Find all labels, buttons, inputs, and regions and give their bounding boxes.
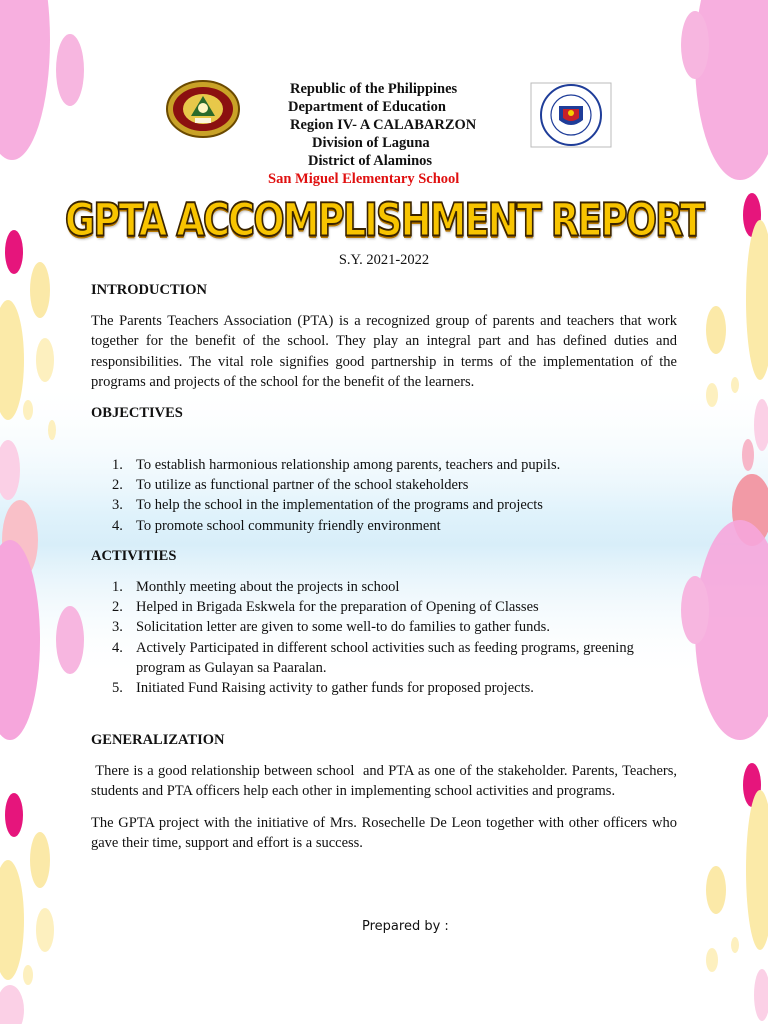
list-item: 1. Monthly meeting about the projects in school [112,579,400,595]
objectives-heading: OBJECTIVES [91,405,183,422]
prepared-by-label: Prepared by : [362,919,449,934]
deped-seal-logo [530,82,612,148]
list-item: 4. Actively Participated in different school activities such as feeding programs, greening program as Gulayan sa Paaralan. [112,639,634,676]
agency-header [240,80,530,188]
list-item: 5. Initiated Fund Raising activity to gather funds for proposed projects. [112,680,534,697]
list-item: 3. Solicitation letter are given to some well-to do families to gather funds. [112,619,550,636]
generalization-paragraph-1: There is a good relationship between school and PTA as one of the stakeholder. Parents, Teachers, students and PTA officers help each other in implementing school activities and programs. [91,763,681,800]
report-title: GPTA ACCOMPLISHMENT REPORT [64,194,704,247]
header-division: Division of Laguna [312,135,430,151]
header-district: District of Alaminos [308,153,433,169]
generalization-heading: GENERALIZATION [91,732,225,748]
introduction-heading: INTRODUCTION [91,282,208,298]
objectives-list [112,455,678,536]
header-republic: Republic of the Philippines [290,81,458,97]
list-item: 3. To help the school in the implementation of the programs and projects [112,497,543,514]
list-item: 2. To utilize as functional partner of the school stakeholders [112,477,469,494]
header-school-name: San Miguel Elementary School [268,171,460,187]
introduction-paragraph: The Parents Teachers Association (PTA) is a recognized group of parents and teachers that work together for the benefit of the school. They play an integral part and has defined duties and responsibilities. The vital role signifies good partnership in terms of the implementation of the programs and projects of the school for the benefit of the learners. [91,313,677,390]
activities-section [91,546,677,566]
header-region: Region IV- A CALABARZON [290,117,477,133]
header-department: Department of Education [288,99,446,115]
list-item: 4. To promote school community friendly environment [112,517,441,534]
generalization-section [91,730,681,853]
activities-list [112,577,678,698]
school-seal-logo [165,80,241,138]
generalization-paragraph-2: The GPTA project with the initiative of Mrs. Rosechelle De Leon together with other officers who gave their time, support and effort is a success. [91,814,677,851]
school-year: S.Y. 2021-2022 [338,252,430,268]
activities-heading: ACTIVITIES [91,548,177,564]
list-item: 2. Helped in Brigada Eskwela for the preparation of Opening of Classes [112,599,539,616]
introduction-section [91,280,677,423]
list-item: 1. To establish harmonious relationship among parents, teachers and pupils. [112,457,561,473]
